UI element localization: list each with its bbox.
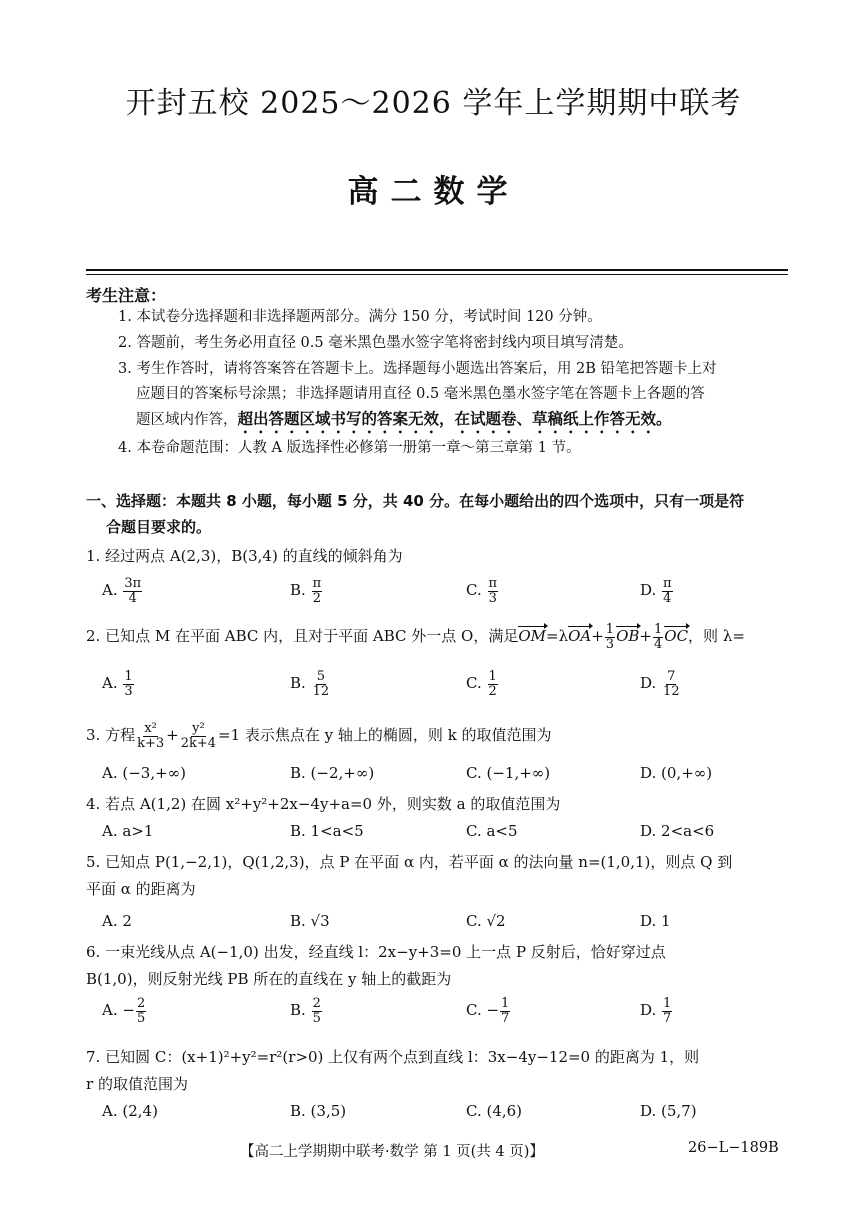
question-7-stem-line-1: 7. 已知圆 C：(x+1)²+y²=r²(r>0) 上仅有两个点到直线 l：3x−4y−12=0 的距离为 1，则	[86, 1048, 700, 1066]
question-1-stem: 1. 经过两点 A(2,3)，B(3,4) 的直线的倾斜角为	[86, 547, 403, 565]
question-2-option-b: B. $\frac{5}{12}$	[290, 669, 330, 699]
question-5-stem-line-2: 平面 α 的距离为	[86, 880, 196, 898]
note-3-text: 题区域内作答，	[136, 412, 238, 428]
page-footer: 【高二上学期期中联考·数学 第 1 页(共 4 页)】	[240, 1144, 544, 1160]
question-3-option-a: A. (−3,+∞)	[102, 764, 187, 782]
question-5-stem-line-1: 5. 已知点 P(1,−2,1)，Q(1,2,3)，点 P 在平面 α 内，若平面 α 的法向量 n=(1,0,1)，则点 Q 到	[86, 853, 733, 871]
section-heading-line-1: 一、选择题：本题共 8 小题，每小题 5 分，共 40 分。在每小题给出的四个选项中，只有一项是符	[86, 492, 745, 510]
note-3-emphasis: 超出答题区域书写的答案无效，在试题卷、草稿纸上作答无效。	[237, 410, 672, 428]
question-5-option-d: D. 1	[640, 912, 671, 930]
question-6-stem-line-1: 6. 一束光线从点 A(−1,0) 出发，经直线 l：2x−y+3=0 上一点 P 反射后，恰好穿过点	[86, 943, 666, 961]
question-6-stem-line-2: B(1,0)，则反射光线 PB 所在的直线在 y 轴上的截距为	[86, 970, 452, 988]
exam-subject: 高二数学	[347, 174, 520, 210]
header-rule-thick	[86, 269, 788, 271]
question-4-option-c: C. a<5	[466, 822, 518, 840]
notes-title: 考生注意：	[86, 286, 167, 305]
question-1-option-d: D. $\frac{\pi}{4}$	[640, 576, 672, 606]
question-3-option-c: C. (−1,+∞)	[466, 764, 551, 782]
exam-title: 开封五校 2025～2026 学年上学期期中联考	[125, 86, 742, 121]
question-7-option-c: C. (4,6)	[466, 1102, 523, 1120]
paper-code: 26−L−189B	[688, 1140, 779, 1156]
question-2-option-d: D. $\frac{7}{12}$	[640, 669, 680, 699]
question-2-stem: 2. 已知点 M 在平面 ABC 内，且对于平面 ABC 外一点 O，满足OM=λOA+ $\frac{1}{3}$ OB+ $\frac{1}{4}$ OC，则 λ=	[86, 622, 745, 652]
note-4: 4. 本卷命题范围：人教 A 版选择性必修第一册第一章～第三章第 1 节。	[118, 440, 581, 456]
question-3-option-d: D. (0,+∞)	[640, 764, 713, 782]
question-4-option-d: D. 2<a<6	[640, 822, 715, 840]
note-3-line-1: 3. 考生作答时，请将答案答在答题卡上。选择题每小题选出答案后，用 2B 铅笔把答题卡上对	[118, 361, 717, 377]
question-7-stem-line-2: r 的取值范围为	[86, 1075, 188, 1093]
question-4-option-b: B. 1<a<5	[290, 822, 364, 840]
question-6-option-b: B. $\frac{2}{5}$	[290, 996, 321, 1026]
question-6-option-a: A. − $\frac{2}{5}$	[102, 996, 146, 1026]
question-5-option-b: B. √3	[290, 912, 330, 930]
question-2-option-c: C. $\frac{1}{2}$	[466, 669, 497, 699]
question-7-option-a: A. (2,4)	[102, 1102, 158, 1120]
question-3-stem: 3. 方程 $\frac{\text{x²}}{k+3}$ + $\frac{\text{y²}}{2k+4}$ =1 表示焦点在 y 轴上的椭圆，则 k 的取值范围为	[86, 721, 552, 751]
question-5-option-c: C. √2	[466, 912, 506, 930]
note-3-line-3	[136, 407, 672, 437]
question-6-option-c: C. − $\frac{1}{7}$	[466, 996, 510, 1026]
question-1-option-b: B. $\frac{\pi}{2}$	[290, 576, 322, 606]
question-3-option-b: B. (−2,+∞)	[290, 764, 375, 782]
header-rule-thin	[86, 274, 788, 275]
section-heading-line-2: 合题目要求的。	[106, 518, 212, 536]
question-7-option-b: B. (3,5)	[290, 1102, 347, 1120]
question-2-option-a: A. $\frac{1}{3}$	[102, 669, 133, 699]
note-2: 2. 答题前，考生务必用直径 0.5 毫米黑色墨水签字笔将密封线内项目填写清楚。	[118, 335, 633, 351]
question-1-option-a: A. $\frac{3\pi}{4}$	[102, 576, 142, 606]
question-4-option-a: A. a>1	[102, 822, 154, 840]
note-3-line-2: 应题目的答案标号涂黑；非选择题请用直径 0.5 毫米黑色墨水签字笔在答题卡上各题的答	[136, 386, 705, 402]
question-1-option-c: C. $\frac{\pi}{3}$	[466, 576, 498, 606]
question-4-stem: 4. 若点 A(1,2) 在圆 x²+y²+2x−4y+a=0 外，则实数 a 的取值范围为	[86, 795, 561, 813]
question-6-option-d: D. $\frac{1}{7}$	[640, 996, 672, 1026]
question-7-option-d: D. (5,7)	[640, 1102, 697, 1120]
note-1: 1. 本试卷分选择题和非选择题两部分。满分 150 分，考试时间 120 分钟。	[118, 309, 602, 325]
question-5-option-a: A. 2	[102, 912, 132, 930]
